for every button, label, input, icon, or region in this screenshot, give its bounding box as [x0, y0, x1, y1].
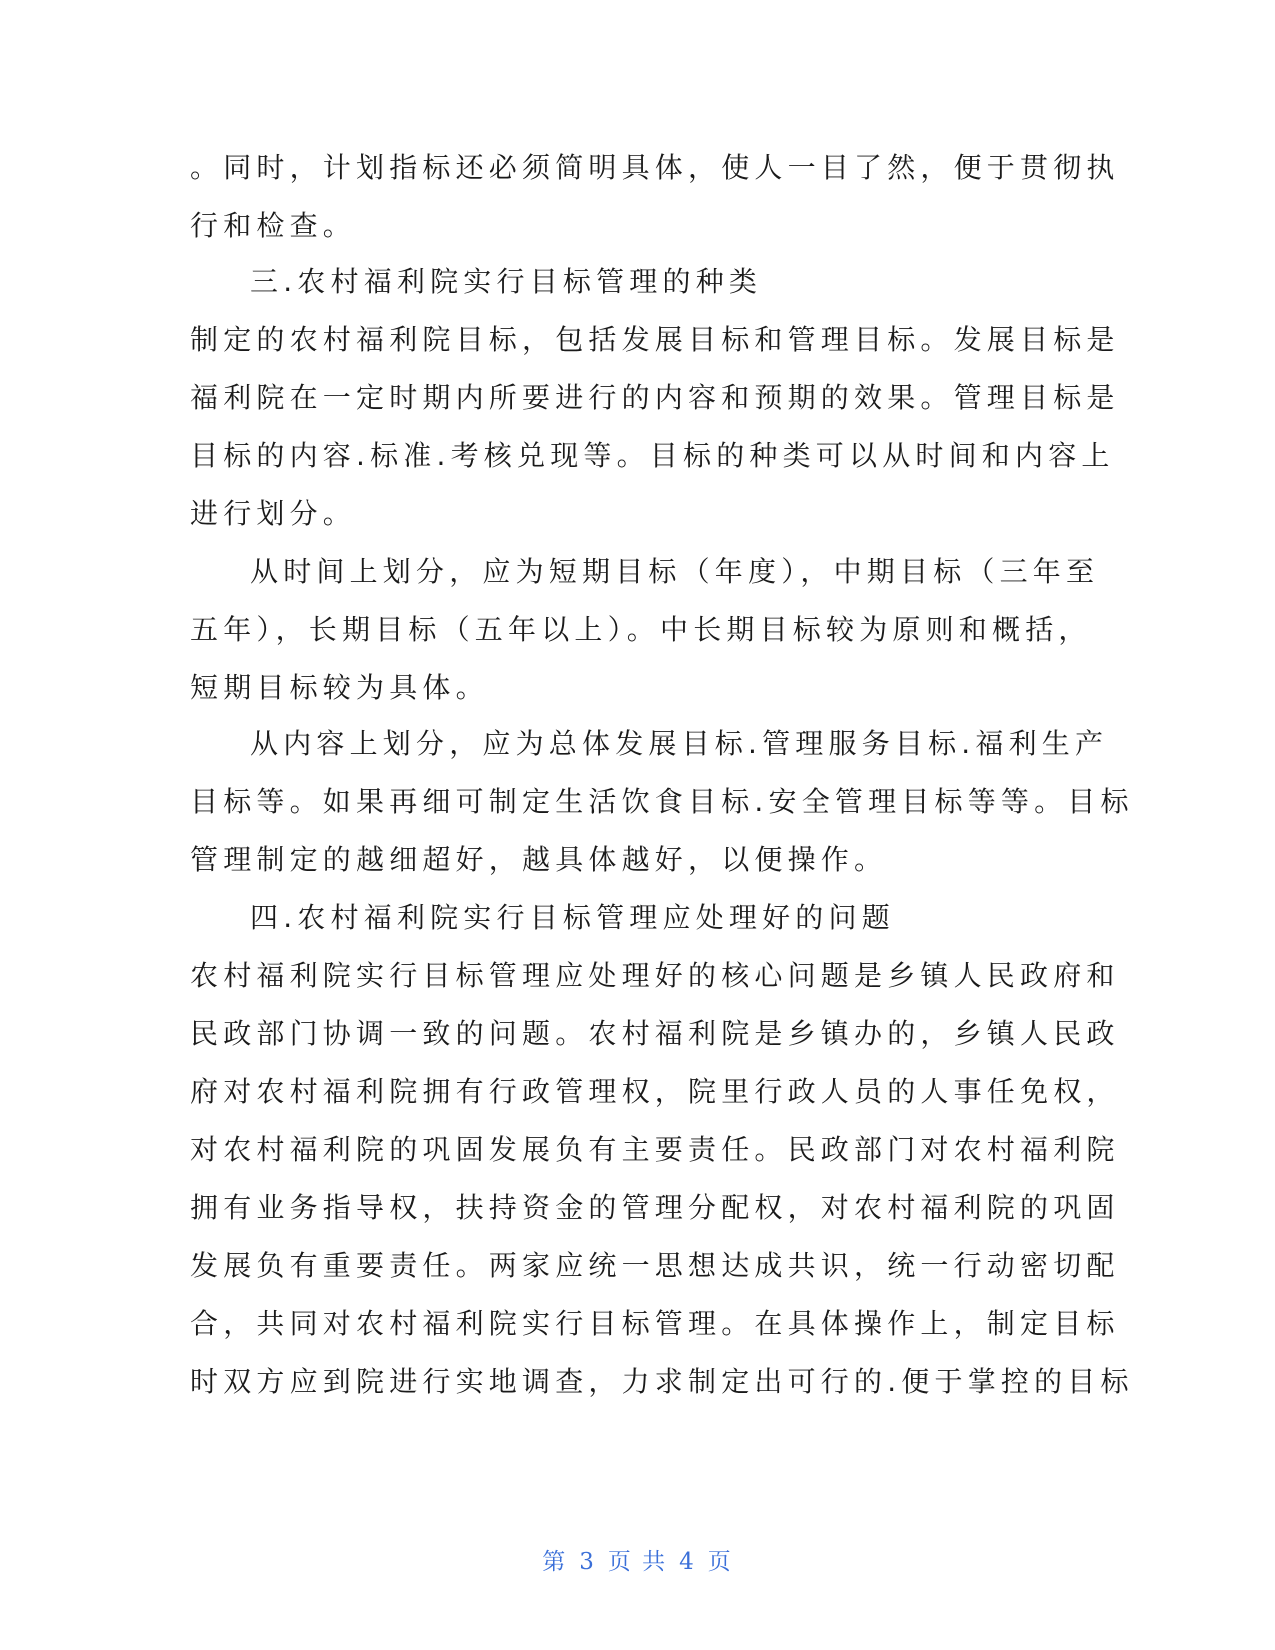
- text-line: 对农村福利院的巩固发展负有主要责任。民政部门对农村福利院: [190, 1133, 1120, 1166]
- text-line: 行和检查。: [190, 209, 357, 242]
- page-footer: [0, 1543, 1275, 1576]
- text-line: 从时间上划分，应为短期目标（年度），中期目标（三年至: [250, 555, 1100, 588]
- text-line: 福利院在一定时期内所要进行的内容和预期的效果。管理目标是: [190, 381, 1120, 414]
- text-line: 时双方应到院进行实地调查，力求制定出可行的.便于掌控的目标: [190, 1365, 1134, 1398]
- text-line: 府对农村福利院拥有行政管理权，院里行政人员的人事任免权，: [190, 1075, 1120, 1108]
- text-line: 。同时，计划指标还必须简明具体，使人一目了然，便于贯彻执: [190, 151, 1120, 184]
- text-line: 农村福利院实行目标管理应处理好的核心问题是乡镇人民政府和: [190, 959, 1120, 992]
- text-line: 民政部门协调一致的问题。农村福利院是乡镇办的，乡镇人民政: [190, 1017, 1120, 1050]
- text-line: 发展负有重要责任。两家应统一思想达成共识，统一行动密切配: [190, 1249, 1120, 1282]
- text-line: 目标的内容.标准.考核兑现等。目标的种类可以从时间和内容上: [190, 439, 1115, 472]
- text-line: 目标等。如果再细可制定生活饮食目标.安全管理目标等等。目标: [190, 785, 1134, 818]
- footer-suffix: 页: [707, 1549, 733, 1575]
- text-line: 短期目标较为具体。: [190, 671, 489, 704]
- footer-total-pages: 4: [679, 1549, 696, 1575]
- footer-prefix: 第: [542, 1549, 568, 1575]
- section-heading: 四.农村福利院实行目标管理应处理好的问题: [250, 901, 895, 934]
- section-heading: 三.农村福利院实行目标管理的种类: [250, 265, 763, 298]
- text-line: 拥有业务指导权，扶持资金的管理分配权，对农村福利院的巩固: [190, 1191, 1120, 1224]
- text-line: 进行划分。: [190, 497, 357, 530]
- text-line: 从内容上划分，应为总体发展目标.管理服务目标.福利生产: [250, 727, 1109, 760]
- footer-middle: 页 共: [607, 1549, 668, 1575]
- footer-page-number: 3: [579, 1549, 596, 1575]
- text-line: 合，共同对农村福利院实行目标管理。在具体操作上，制定目标: [190, 1307, 1120, 1340]
- text-line: 五年），长期目标（五年以上）。中长期目标较为原则和概括，: [190, 613, 1092, 646]
- text-line: 制定的农村福利院目标，包括发展目标和管理目标。发展目标是: [190, 323, 1120, 356]
- text-line: 管理制定的越细超好，越具体越好，以便操作。: [190, 843, 888, 876]
